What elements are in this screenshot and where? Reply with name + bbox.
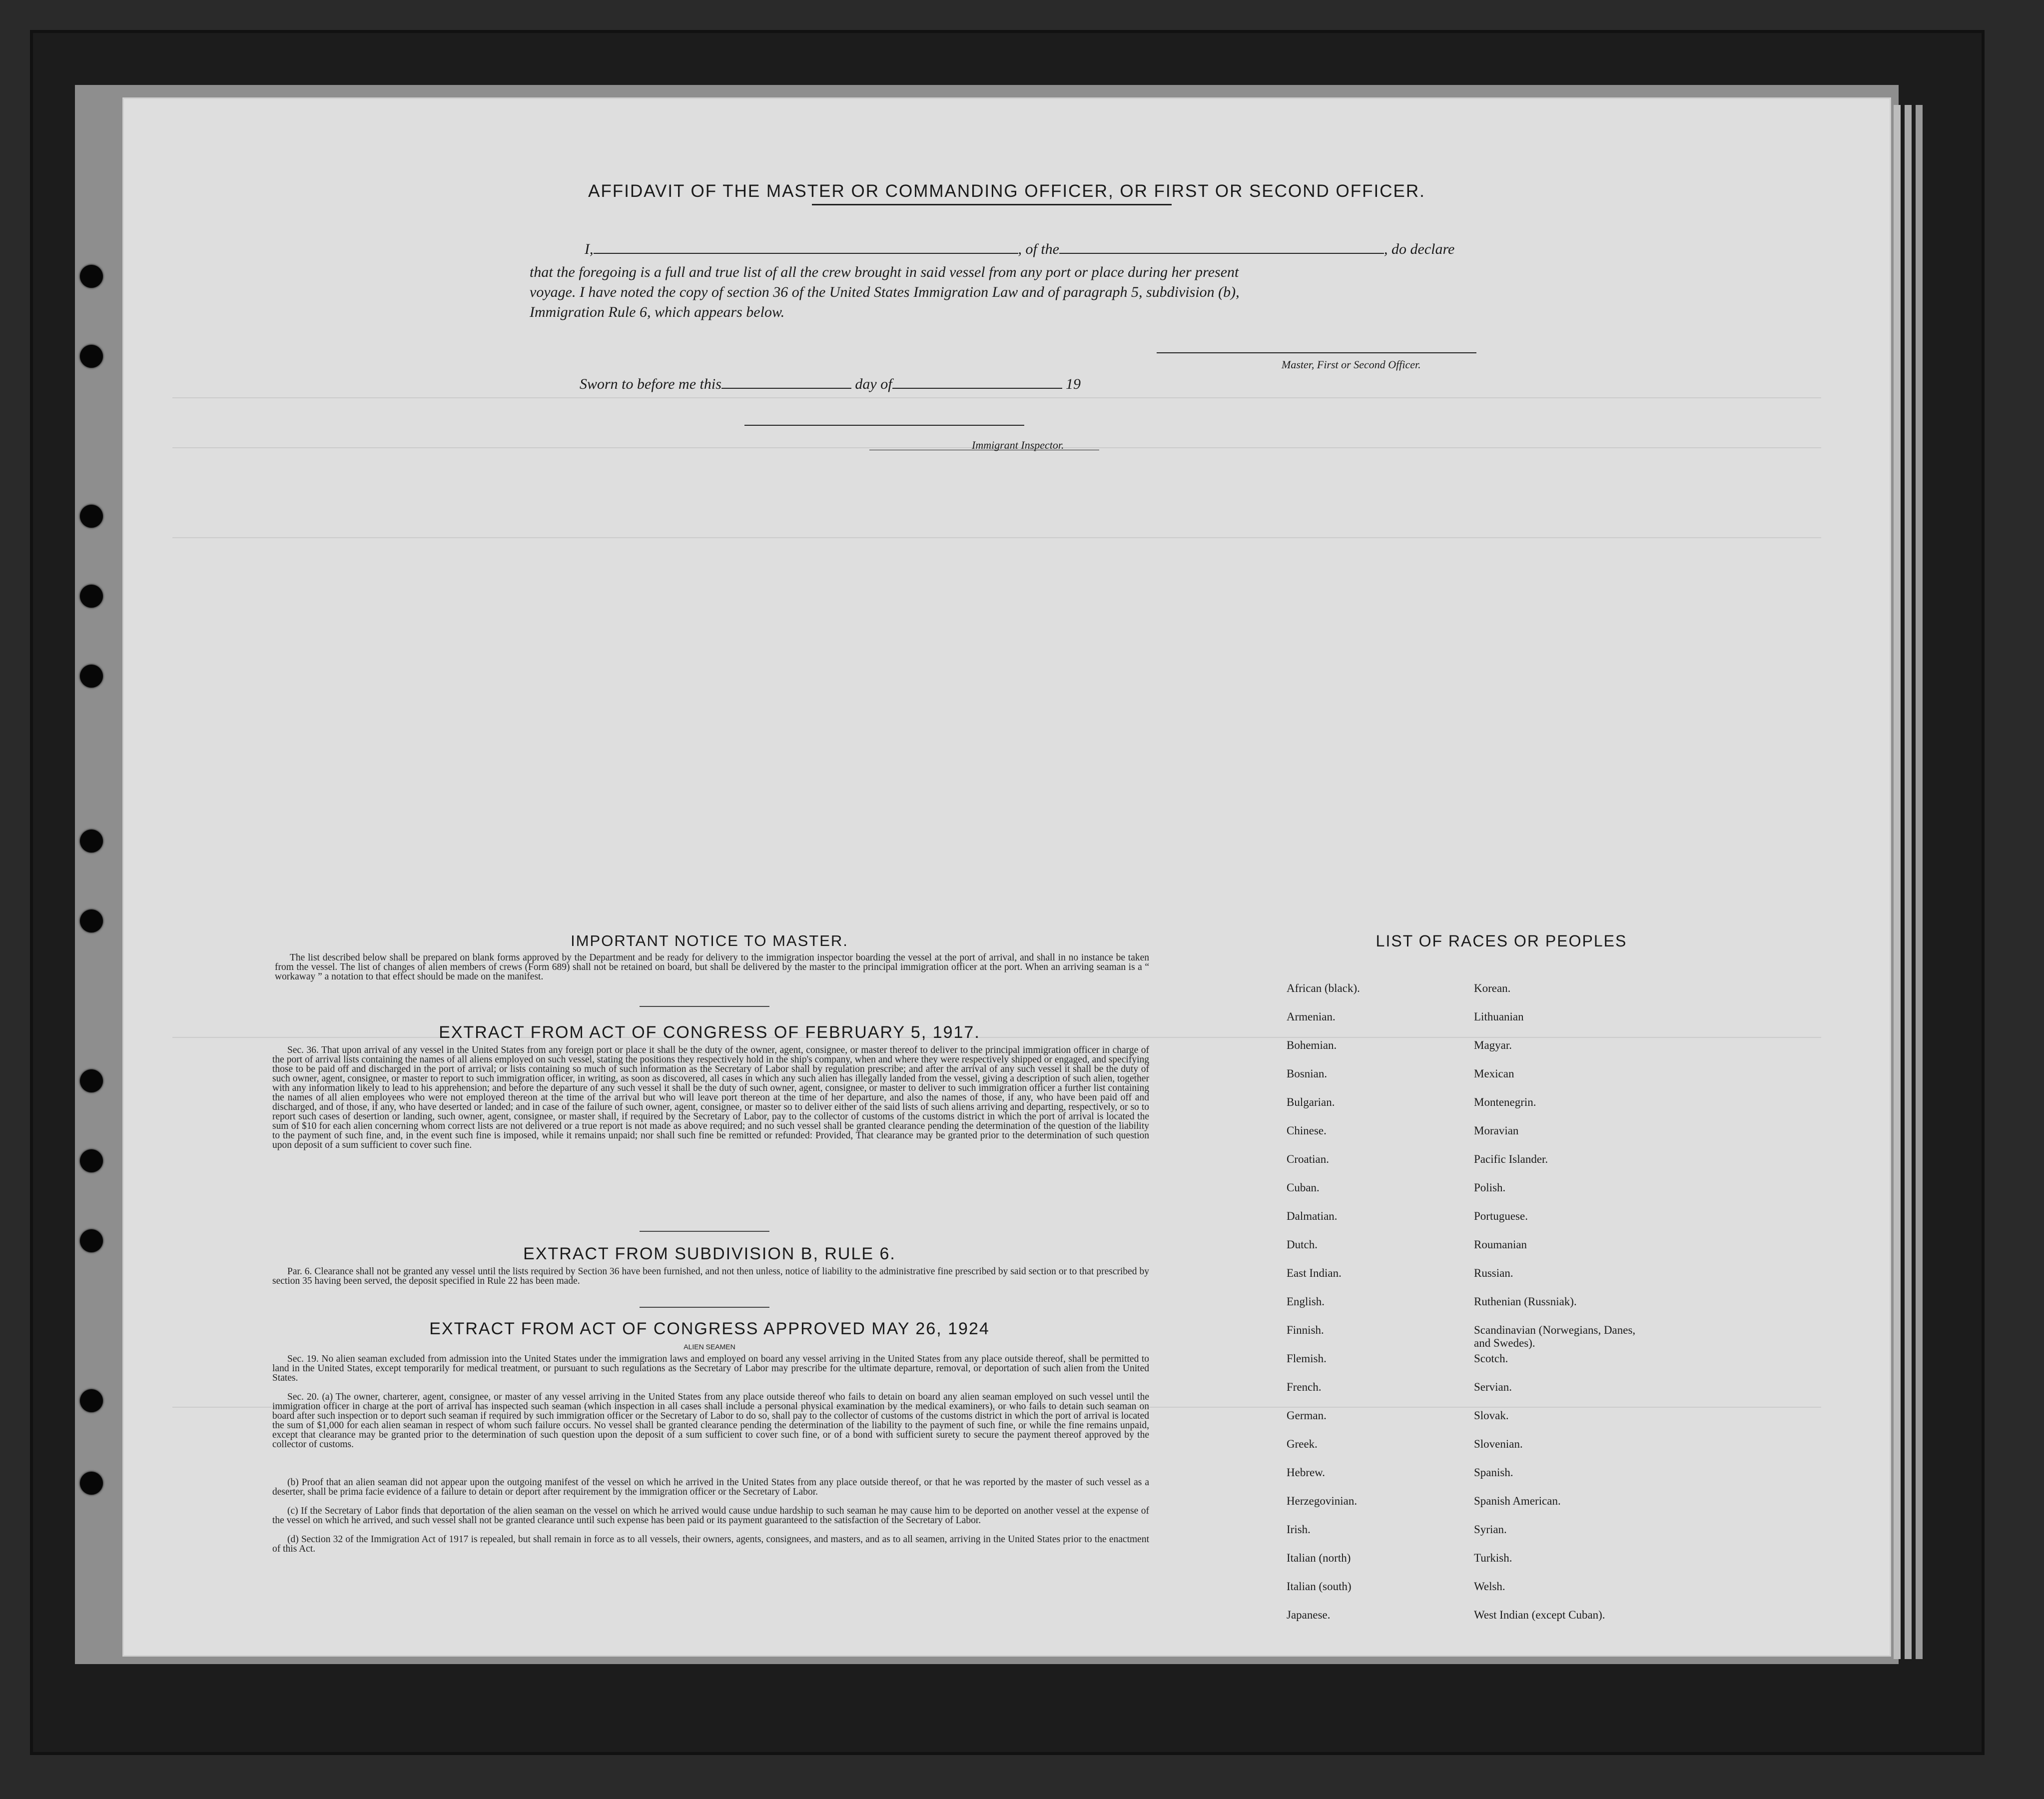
binding-hole xyxy=(80,1229,103,1252)
affidavit-line-2: that the foregoing is a full and true list of all the crew brought in said vessel from any port or place during her present xyxy=(530,264,1239,280)
race-item: Scandinavian (Norwegians, Danes, and Swedes). xyxy=(1474,1324,1636,1349)
race-item: West Indian (except Cuban). xyxy=(1474,1609,1605,1621)
section-divider xyxy=(640,1307,769,1308)
race-item: African (black). xyxy=(1287,982,1360,994)
affidavit-i: I, xyxy=(585,241,594,257)
race-item: Lithuanian xyxy=(1474,1010,1524,1023)
race-item: Bulgarian. xyxy=(1287,1096,1335,1108)
race-item: Russian. xyxy=(1474,1267,1513,1279)
manifest-page xyxy=(122,97,1891,1657)
affidavit-title: AFFIDAVIT OF THE MASTER OR COMMANDING OFFICER, OR FIRST OR SECOND OFFICER. xyxy=(588,181,1425,201)
race-item: Finnish. xyxy=(1287,1324,1324,1336)
race-item: Pacific Islander. xyxy=(1474,1153,1548,1165)
notice-text: The list described below shall be prepared on blank forms approved by the Department and be ready for delivery to the immigration inspector boarding the vessel at the port of arrival, and shall in no instance be taken from the vessel. The list of changes of alien members of crews (Form 689) shall not be retained on board, but shall be delivered by the master to the principal immigration officer at the port. When an arriving seaman is a “ workaway ” a notation to that effect should be made on the manifest. xyxy=(275,952,1149,982)
race-item: Bosnian. xyxy=(1287,1067,1328,1080)
binding-hole xyxy=(80,1472,103,1495)
race-item: Servian. xyxy=(1474,1381,1512,1393)
notice-title: IMPORTANT NOTICE TO MASTER. xyxy=(571,932,848,949)
bleed-through xyxy=(172,537,1821,538)
year-prefix: 19 xyxy=(1066,376,1081,392)
extract-rule6-text: Par. 6. Clearance shall not be granted any vessel until the lists required by Section 36 have been furnished, and not then unless, notice of liability to the administrative fine prescribed by said section or to that prescribed by section 35 having been served, the deposit specified in Rule 22 has been made. xyxy=(272,1266,1149,1286)
race-item: Montenegrin. xyxy=(1474,1096,1536,1108)
race-item: Magyar. xyxy=(1474,1039,1512,1051)
page-edge xyxy=(1916,105,1923,1659)
affidavit-line-4: Immigration Rule 6, which appears below. xyxy=(530,304,785,320)
race-item: Portuguese. xyxy=(1474,1210,1528,1222)
month-blank[interactable] xyxy=(892,375,1062,389)
race-item: Moravian xyxy=(1474,1124,1519,1137)
race-item: Flemish. xyxy=(1287,1352,1327,1365)
binding-hole xyxy=(80,505,103,528)
race-item: Hebrew. xyxy=(1287,1466,1326,1479)
affidavit-line-3: voyage. I have noted the copy of section 36 of the United States Immigration Law and of paragraph 5, subdivision (b), xyxy=(530,284,1240,300)
race-item: French. xyxy=(1287,1381,1322,1393)
race-item: East Indian. xyxy=(1287,1267,1342,1279)
affidavit-of-the: , of the xyxy=(1018,241,1059,257)
page-edge xyxy=(1905,105,1912,1659)
race-item: German. xyxy=(1287,1409,1327,1422)
race-item: Cuban. xyxy=(1287,1181,1320,1194)
inspector-label: Immigrant Inspector. xyxy=(972,439,1064,451)
binding-hole xyxy=(80,345,103,368)
race-item: Croatian. xyxy=(1287,1153,1329,1165)
race-item: Ruthenian (Russniak). xyxy=(1474,1295,1577,1308)
race-item: Chinese. xyxy=(1287,1124,1327,1137)
race-item: Dalmatian. xyxy=(1287,1210,1338,1222)
race-item: Dutch. xyxy=(1287,1238,1318,1251)
binding-hole xyxy=(80,1389,103,1412)
section-divider xyxy=(640,1006,769,1007)
race-item: Bohemian. xyxy=(1287,1039,1337,1051)
sworn-text: Sworn to before me this xyxy=(580,376,721,392)
race-item: Welsh. xyxy=(1474,1580,1505,1593)
affidavit-declaration-line xyxy=(585,240,1454,258)
race-item: Spanish American. xyxy=(1474,1495,1561,1507)
vessel-blank[interactable] xyxy=(1059,240,1384,254)
binding-hole xyxy=(80,585,103,608)
day-of-text: day of xyxy=(855,376,892,392)
section-divider xyxy=(640,1231,769,1232)
binding-hole xyxy=(80,1069,103,1092)
affidavit-declare: , do declare xyxy=(1384,241,1455,257)
extract-1924-sec20a: Sec. 20. (a) The owner, charterer, agent, consignee, or master of any vessel arriving in the United States from any place outside thereof who fails to detain on board any alien seaman employed on such vessel until the immigration officer in charge at the port of arrival has inspected such seaman (which inspection in all cases shall include a personal physical examination by the medical examiners), or who fails to detain such seaman on board after such inspection or to deport such seaman if required by such immigration officer or the Secretary of Labor to do so, shall pay to the collector of customs of the customs district in which the port of arrival is located the sum of $1,000 for each alien seaman in respect of whom such failure occurs. No vessel shall be granted clearance pending the determination of the liability to the payment of such fine, or while the fine remains unpaid, except that clearance may be granted prior to the determination of such question upon the deposit of a sum sufficient to cover such fine, or of a bond with sufficient surety to secure the payment thereof approved by the collector of customs. xyxy=(272,1392,1149,1450)
race-item: Italian (south) xyxy=(1287,1580,1352,1593)
bleed-through xyxy=(172,397,1821,398)
extract-1924-sec20d: (d) Section 32 of the Immigration Act of 1917 is repealed, but shall remain in force as to all vessels, their owners, agents, consignees, and masters, and as to all seamen, arriving in the United States prior to the enactment of this Act. xyxy=(272,1534,1149,1554)
race-item: Herzegovinian. xyxy=(1287,1495,1358,1507)
binding-hole xyxy=(80,665,103,688)
binding-hole xyxy=(80,909,103,932)
race-item: Armenian. xyxy=(1287,1010,1336,1023)
race-item: Slovenian. xyxy=(1474,1438,1523,1450)
race-item: Korean. xyxy=(1474,982,1511,994)
master-signature-label: Master, First or Second Officer. xyxy=(1282,358,1421,371)
race-item: English. xyxy=(1287,1295,1325,1308)
race-item: Spanish. xyxy=(1474,1466,1513,1479)
binding-hole xyxy=(80,265,103,288)
extract-1924-subtitle: ALIEN SEAMEN xyxy=(683,1343,735,1351)
race-item: Polish. xyxy=(1474,1181,1506,1194)
page-edge xyxy=(1894,105,1901,1659)
extract-1924-sec20b: (b) Proof that an alien seaman did not appear upon the outgoing manifest of the vessel on which he arrived in the United States from any place outside thereof, or that he was reported by the master of such vessel as a deserter, shall be prima facie evidence of a failure to detain or deport after requirement by the immigration officer or the Secretary of Labor. xyxy=(272,1477,1149,1497)
day-blank[interactable] xyxy=(721,375,851,389)
extract-rule6-title: EXTRACT FROM SUBDIVISION B, RULE 6. xyxy=(523,1244,896,1263)
extract-1924-sec20c: (c) If the Secretary of Labor finds that deportation of the alien seaman on the vessel on which he arrived would cause undue hardship to such seaman he may cause him to be deported on another vessel at the expense of the vessel on which he arrived, and such vessel shall not be granted clearance until such expense has been paid or its payment guaranteed to the satisfaction of the Secretary of Labor. xyxy=(272,1506,1149,1526)
race-item: Mexican xyxy=(1474,1067,1514,1080)
extract-1917-text: Sec. 36. That upon arrival of any vessel in the United States from any foreign port or place it shall be the duty of the owner, agent, consignee, or master thereof to deliver to the principal immigration officer in charge of the port of arrival lists containing the names of all aliens employed on such vessel, stating the positions they respectively hold in the ship's company, when and where they were respectively shipped or engaged, and specifying those to be paid off and discharged in the port of arrival; or lists containing so much of such information as the Secretary of Labor shall by regulation prescribe; and after the arrival of any such vessel it shall be the duty of such owner, agent, consignee, or master to report to such immigration officer, in writing, as soon as discovered, all cases in which any such alien has illegally landed from the vessel, giving a description of such alien, together with any information likely to lead to his apprehension; and before the departure of any such vessel it shall be the duty of such owner, agent, consignee, or master to deliver to such immigration officer a further list containing the names of all alien employees who were not employed thereon at the time of the arrival but who will leave port thereon at the time of her departure, and also the names of those, if any, who have been paid off and discharged, and of those, if any, who have deserted or landed; and in case of the failure of such owner, agent, consignee, or master so to deliver either of the said lists of such aliens arriving and departing, respectively, or so to report such cases of desertion or landing, such owner, agent, consignee, or master shall, if required by the Secretary of Labor, pay to the collector of customs of the customs district in which the port of arrival is located the sum of $10 for each alien concerning whom correct lists are not delivered or a true report is not made as above required; and no such vessel shall be granted clearance pending the determination of the question of the liability to the payment of such fine, and, in the event such fine is imposed, while it remains unpaid; nor shall such fine be remitted or refunded: Provided, That clearance may be granted prior to the determination of such question upon deposit of a sum sufficient to cover such fine. xyxy=(272,1045,1149,1150)
race-item: Scotch. xyxy=(1474,1352,1508,1365)
title-underline xyxy=(812,204,1172,205)
sworn-line xyxy=(580,375,1081,393)
name-blank[interactable] xyxy=(594,240,1018,254)
race-item: Slovak. xyxy=(1474,1409,1509,1422)
race-item: Greek. xyxy=(1287,1438,1318,1450)
race-item: Syrian. xyxy=(1474,1523,1507,1536)
race-item: Roumanian xyxy=(1474,1238,1527,1251)
race-item: Turkish. xyxy=(1474,1552,1512,1564)
race-item: Japanese. xyxy=(1287,1609,1331,1621)
inspector-signature-line[interactable] xyxy=(744,425,1024,426)
master-signature-line[interactable] xyxy=(1157,352,1476,353)
extract-1924-sec19: Sec. 19. No alien seaman excluded from admission into the United States under the immigration laws and employed on board any vessel arriving in the United States from any place outside thereof, shall be permitted to land in the United States, except temporarily for medical treatment, or pursuant to such regulations as the Secretary of Labor may prescribe for the ultimate departure, removal, or deportation of such alien from the United States. xyxy=(272,1354,1149,1383)
binding-hole xyxy=(80,830,103,853)
race-item: Irish. xyxy=(1287,1523,1311,1536)
races-title: LIST OF RACES OR PEOPLES xyxy=(1375,932,1627,950)
extract-1924-title: EXTRACT FROM ACT OF CONGRESS APPROVED MAY 26, 1924 xyxy=(429,1319,990,1338)
binding-hole xyxy=(80,1149,103,1172)
extract-1917-title: EXTRACT FROM ACT OF CONGRESS OF FEBRUARY 5, 1917. xyxy=(439,1023,980,1042)
race-item: Italian (north) xyxy=(1287,1552,1351,1564)
